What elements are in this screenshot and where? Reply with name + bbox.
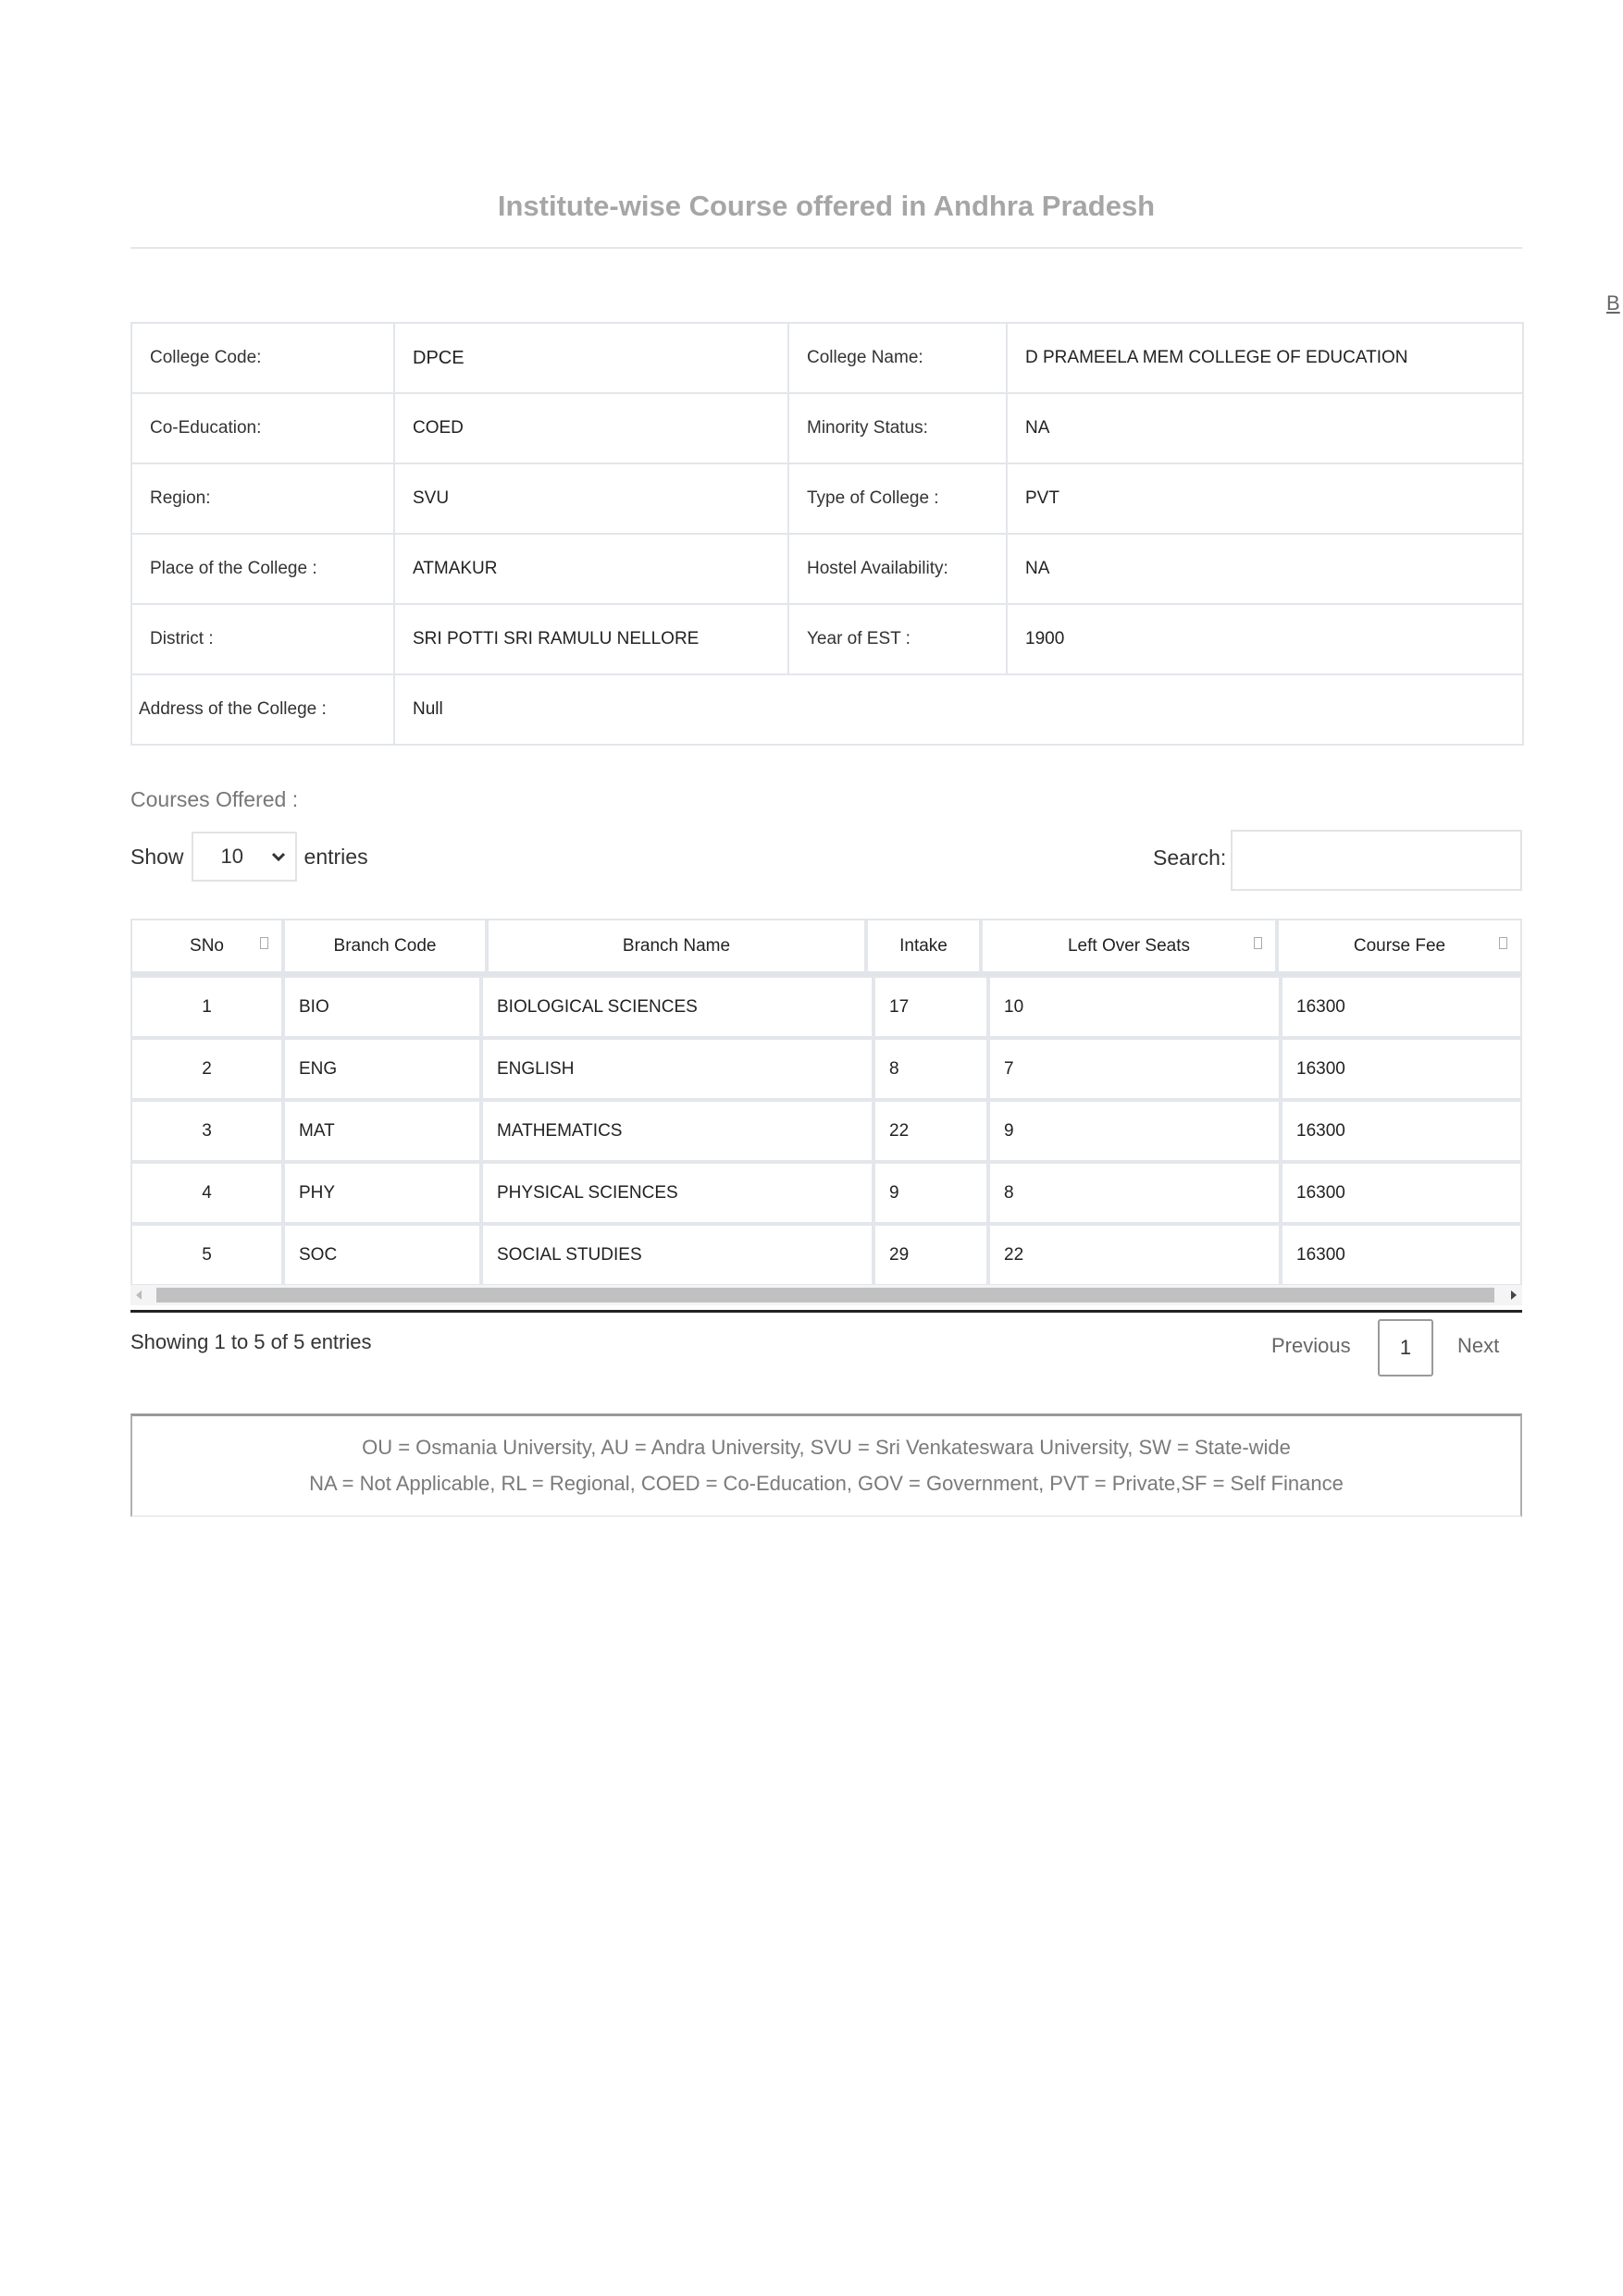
legend-line: NA = Not Applicable, RL = Regional, COED = Co-Education, GOV = Government, PVT = Private,SF = Self Finance (309, 1472, 1344, 1495)
courses-offered-heading: Courses Offered : (130, 787, 299, 811)
horizontal-scrollbar[interactable] (130, 1285, 1522, 1305)
college-code-label: College Code: (131, 323, 394, 393)
table-info: Showing 1 to 5 of 5 entries (130, 1330, 372, 1353)
cell-branch-name: ENGLISH (481, 1038, 873, 1100)
table-row (130, 1038, 1522, 1100)
cell-sno: 3 (130, 1100, 283, 1162)
cell-course-fee: 16300 (1281, 1038, 1522, 1100)
search-input[interactable] (1231, 830, 1522, 891)
hostel-label: Hostel Availability: (788, 534, 1007, 604)
legend-line: OU = Osmania University, AU = Andra University, SVU = Sri Venkateswara University, SW = State-wide (362, 1436, 1291, 1459)
place-label: Place of the College : (131, 534, 394, 604)
region-value: SVU (394, 463, 788, 534)
place-value: ATMAKUR (394, 534, 788, 604)
cell-sno: 4 (130, 1162, 283, 1224)
cell-intake: 9 (873, 1162, 988, 1224)
info-row (131, 463, 1523, 534)
title-divider (130, 247, 1522, 249)
cell-branch-name: BIOLOGICAL SCIENCES (481, 976, 873, 1038)
cell-course-fee: 16300 (1281, 976, 1522, 1038)
column-header-intake[interactable] (866, 919, 981, 971)
cell-branch-name: PHYSICAL SCIENCES (481, 1162, 873, 1224)
minority-status-label: Minority Status: (788, 393, 1007, 463)
sort-icon (1499, 937, 1507, 949)
cell-sno: 1 (130, 976, 283, 1038)
courses-table (130, 919, 1522, 1314)
hostel-value: NA (1007, 534, 1523, 604)
column-header-label: Left Over Seats (1067, 935, 1190, 956)
cell-branch-code: SOC (283, 1224, 481, 1286)
district-value: SRI POTTI SRI RAMULU NELLORE (394, 604, 788, 674)
cell-intake: 29 (873, 1224, 988, 1286)
table-row (130, 976, 1522, 1038)
cell-course-fee: 16300 (1281, 1100, 1522, 1162)
column-header-label: Intake (899, 935, 948, 956)
cell-intake: 8 (873, 1038, 988, 1100)
year-of-est-label: Year of EST : (788, 604, 1007, 674)
current-page-button[interactable]: 1 (1378, 1319, 1433, 1376)
type-of-college-value: PVT (1007, 463, 1523, 534)
type-of-college-label: Type of College : (788, 463, 1007, 534)
page-title: Institute-wise Course offered in Andhra Pradesh (497, 190, 1156, 222)
table-bottom-border (130, 1310, 1522, 1313)
cell-branch-code: ENG (283, 1038, 481, 1100)
info-row (131, 393, 1523, 463)
cell-branch-code: MAT (283, 1100, 481, 1162)
search-label: Search: (1153, 846, 1227, 870)
cell-branch-name: SOCIAL STUDIES (481, 1224, 873, 1286)
cell-left-over-seats: 22 (988, 1224, 1281, 1286)
cell-left-over-seats: 9 (988, 1100, 1281, 1162)
minority-status-value: NA (1007, 393, 1523, 463)
page-length-control (130, 830, 368, 883)
cell-course-fee: 16300 (1281, 1162, 1522, 1224)
info-row (131, 534, 1523, 604)
cell-branch-code: BIO (283, 976, 481, 1038)
column-header-sno[interactable] (130, 919, 283, 971)
column-header-branch-code[interactable] (283, 919, 487, 971)
column-header-course-fee[interactable] (1277, 919, 1522, 971)
year-of-est-value: 1900 (1007, 604, 1523, 674)
previous-page-button[interactable]: Previous (1271, 1334, 1351, 1357)
cell-intake: 17 (873, 976, 988, 1038)
sort-icon (1254, 937, 1262, 949)
co-education-value: COED (394, 393, 788, 463)
sort-icon (260, 937, 268, 949)
district-label: District : (131, 604, 394, 674)
college-code-value: DPCE (394, 323, 788, 393)
show-label: Show (130, 844, 184, 869)
next-page-button[interactable]: Next (1457, 1334, 1500, 1357)
entries-label: entries (304, 844, 368, 869)
entries-per-page-value: 10 (220, 845, 244, 868)
back-link[interactable]: B (1606, 291, 1620, 315)
table-row (130, 1224, 1522, 1286)
column-header-label: Course Fee (1353, 935, 1446, 956)
info-row (131, 604, 1523, 674)
cell-sno: 5 (130, 1224, 283, 1286)
table-row (130, 1100, 1522, 1162)
cell-sno: 2 (130, 1038, 283, 1100)
cell-branch-name: MATHEMATICS (481, 1100, 873, 1162)
cell-intake: 22 (873, 1100, 988, 1162)
cell-course-fee: 16300 (1281, 1224, 1522, 1286)
entries-per-page-select[interactable] (192, 832, 297, 882)
college-name-label: College Name: (788, 323, 1007, 393)
cell-branch-code: PHY (283, 1162, 481, 1224)
column-header-label: Branch Code (333, 935, 437, 956)
address-label: Address of the College : (131, 674, 394, 745)
column-header-label: SNo (190, 935, 224, 956)
region-label: Region: (131, 463, 394, 534)
info-row (131, 323, 1523, 393)
column-header-branch-name[interactable] (487, 919, 866, 971)
scrollbar-thumb[interactable] (156, 1288, 1494, 1302)
cell-left-over-seats: 8 (988, 1162, 1281, 1224)
co-education-label: Co-Education: (131, 393, 394, 463)
college-name-value: D PRAMEELA MEM COLLEGE OF EDUCATION (1007, 323, 1523, 393)
column-header-label: Branch Name (622, 935, 731, 956)
college-info-table (130, 322, 1524, 746)
scroll-right-arrow-icon[interactable] (1511, 1290, 1517, 1300)
info-row (131, 674, 1523, 745)
scroll-left-arrow-icon[interactable] (136, 1290, 142, 1300)
table-header (130, 919, 1522, 975)
cell-left-over-seats: 10 (988, 976, 1281, 1038)
address-value: Null (394, 674, 1523, 745)
column-header-left-over-seats[interactable] (981, 919, 1277, 971)
cell-left-over-seats: 7 (988, 1038, 1281, 1100)
chevron-down-icon (269, 847, 288, 866)
abbreviations-legend (130, 1413, 1522, 1517)
table-row (130, 1162, 1522, 1224)
